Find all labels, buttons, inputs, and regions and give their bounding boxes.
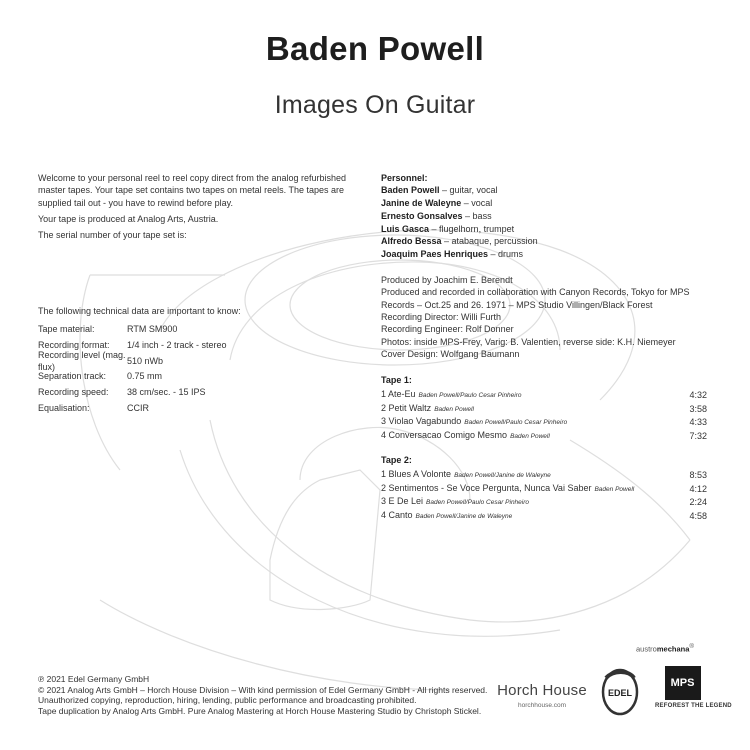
member-role: – vocal: [461, 198, 493, 209]
track-row: [381, 469, 707, 483]
track-row: [381, 415, 707, 429]
album-title: Images On Guitar: [274, 91, 476, 119]
tape-title: Tape 2:: [381, 455, 412, 466]
mps-logo-text: MPS: [670, 677, 695, 689]
intro-paragraph: Welcome to your personal reel to reel copy direct from the analog refurbished master tapes. Your tape set contains two tapes on metal reels. The tapes are supplied tail out - you have to rewind before play.: [38, 173, 346, 208]
personnel-member: [381, 197, 707, 210]
copyright-footer: [38, 674, 488, 716]
track-author: Baden Powell/Paulo Cesar Pinheiro: [418, 392, 522, 400]
track-author: Baden Powell: [510, 432, 550, 440]
artist-title: Baden Powell: [265, 30, 485, 67]
footer-line: Tape duplication by Analog Arts GmbH. Pure Analog Mastering at Horch House Mastering Studio by Christoph Stickel.: [38, 705, 482, 716]
track-row: [381, 402, 707, 416]
track-name: [381, 468, 551, 482]
personnel-member: [381, 248, 707, 261]
intro-serial-label: The serial number of your tape set is:: [38, 230, 187, 241]
track-author: Baden Powell: [594, 485, 635, 493]
tech-label: Separation track:: [38, 371, 107, 382]
track-author: Baden Powell/Janine de Waleyne: [415, 512, 513, 520]
track-duration: 3:58: [689, 403, 707, 414]
footer-line: Unauthorized copying, reproduction, hiring, lending, public performance and broadcasting prohibited.: [38, 695, 417, 706]
tech-row: [38, 321, 368, 337]
track-name: [381, 388, 522, 402]
tech-value: CCIR: [127, 403, 149, 414]
credit-line: Recording Director: Willi Furth: [381, 311, 502, 322]
track-title: 1 Ate-Eu: [381, 389, 416, 400]
member-name: Joaquim Paes Henriques: [381, 249, 489, 260]
tech-row: [38, 349, 368, 372]
edel-logo-text: EDEL: [607, 688, 633, 698]
horch-house-logo: [493, 682, 591, 709]
track-title: 1 Blues A Volonte: [381, 469, 452, 480]
member-role: – atabaque, percussion: [441, 236, 538, 247]
track-row: [381, 482, 707, 496]
track-name: [381, 429, 550, 443]
mps-logo-box: [665, 666, 701, 700]
personnel-member: [381, 235, 707, 248]
track-title: 3 Violao Vagabundo: [381, 416, 462, 427]
austro-mark: ®: [689, 643, 694, 650]
horch-house-url: horchhouse.com: [517, 702, 567, 709]
track-duration: 4:32: [689, 390, 707, 401]
track-title: 3 E De Lei: [381, 496, 424, 507]
track-row: [381, 429, 707, 443]
tech-value: RTM SM900: [127, 324, 178, 335]
track-name: [381, 415, 567, 429]
personnel-member: [381, 210, 707, 223]
member-role: – bass: [462, 210, 492, 221]
tech-label: Recording format:: [38, 339, 110, 350]
member-role: – drums: [488, 249, 524, 260]
track-author: Baden Powell/Janine de Waleyne: [454, 472, 551, 480]
track-author: Baden Powell/Paulo Cesar Pinheiro: [426, 499, 530, 507]
tape-1-tracklist: [381, 374, 707, 442]
track-duration: 4:12: [689, 483, 707, 494]
personnel-member: [381, 223, 707, 236]
footer-line: © 2021 Analog Arts GmbH – Horch House Division – With kind permission of Edel Germany GmbH - All rights reserved.: [38, 684, 488, 695]
tape-title: Tape 1:: [381, 375, 412, 386]
tech-value: 0.75 mm: [127, 371, 163, 382]
member-role: – flugelhorn, trumpet: [429, 223, 515, 234]
track-duration: 2:24: [689, 497, 707, 508]
track-author: Baden Powell: [434, 405, 474, 413]
member-name: Alfredo Bessa: [381, 236, 442, 247]
track-row: [381, 496, 707, 510]
mps-tagline: REFOREST THE LEGEND: [655, 703, 732, 709]
track-name: [381, 482, 634, 496]
personnel-title: Personnel:: [381, 173, 428, 183]
member-name: Janine de Waleyne: [381, 198, 462, 209]
austromechana-logo: [636, 643, 694, 654]
track-row: [381, 509, 707, 523]
austro-bold: mechana: [656, 644, 690, 654]
production-credits: [381, 274, 707, 360]
track-duration: 8:53: [689, 470, 707, 481]
track-row: [381, 388, 707, 402]
member-name: Baden Powell: [381, 185, 440, 196]
track-duration: 4:58: [689, 510, 707, 521]
track-title: 4 Canto: [381, 509, 413, 520]
tech-value: 1/4 inch - 2 track - stereo: [127, 339, 227, 350]
member-role: – guitar, vocal: [439, 185, 498, 196]
intro-text: [38, 172, 368, 245]
track-duration: 4:33: [689, 417, 707, 428]
tech-label: Recording speed:: [38, 387, 109, 398]
tech-value: 510 nWb: [127, 355, 164, 366]
credit-line: Photos: inside MPS-Frey, Varig: B. Valentien, reverse side: K.H. Niemeyer: [381, 336, 676, 347]
member-name: Luis Gasca: [381, 223, 430, 234]
tech-label: Recording level (mag. flux): [38, 349, 126, 372]
track-name: [381, 509, 512, 523]
tech-value: 38 cm/sec. - 15 IPS: [127, 387, 206, 398]
personnel-member: [381, 184, 707, 197]
track-name: [381, 402, 474, 416]
footer-line: ℗ 2021 Edel Germany GmbH: [38, 674, 150, 684]
credit-line: Cover Design: Wolfgang Baumann: [381, 348, 520, 359]
track-title: 4 Conversacao Comigo Mesmo: [381, 429, 508, 440]
edel-logo: [601, 668, 639, 716]
member-name: Ernesto Gonsalves: [381, 210, 463, 221]
technical-data: [38, 305, 368, 416]
tech-row: [38, 369, 368, 385]
track-duration: 7:32: [689, 430, 707, 441]
credit-line: Produced by Joachim E. Berendt: [381, 275, 513, 286]
credit-line: Recording Engineer: Rolf Donner: [381, 324, 514, 335]
track-name: [381, 495, 529, 509]
intro-produced-at: Your tape is produced at Analog Arts, Austria.: [38, 213, 219, 224]
track-author: Baden Powell/Paulo Cesar Pinheiro: [464, 419, 568, 427]
right-column: [381, 172, 707, 523]
credit-line: Produced and recorded in collaboration with Canyon Records, Tokyo for MPS Records – Oct.25 and 26. 1971 – MPS Studio Villingen/Black Forest: [381, 287, 690, 310]
tech-label: Equalisation:: [38, 403, 90, 414]
tech-row: [38, 384, 368, 400]
austro-prefix: austro: [636, 644, 657, 654]
horch-house-name: Horch House: [497, 682, 587, 699]
track-title: 2 Petit Waltz: [381, 402, 432, 413]
tech-label: Tape material:: [38, 324, 95, 335]
mps-logo: [655, 666, 732, 709]
tech-row: [38, 400, 368, 416]
tape-2-tracklist: [381, 454, 707, 522]
technical-data-lead: The following technical data are important to know:: [38, 306, 241, 316]
track-title: 2 Sentimentos - Se Voce Pergunta, Nunca Vai Saber: [381, 482, 592, 493]
